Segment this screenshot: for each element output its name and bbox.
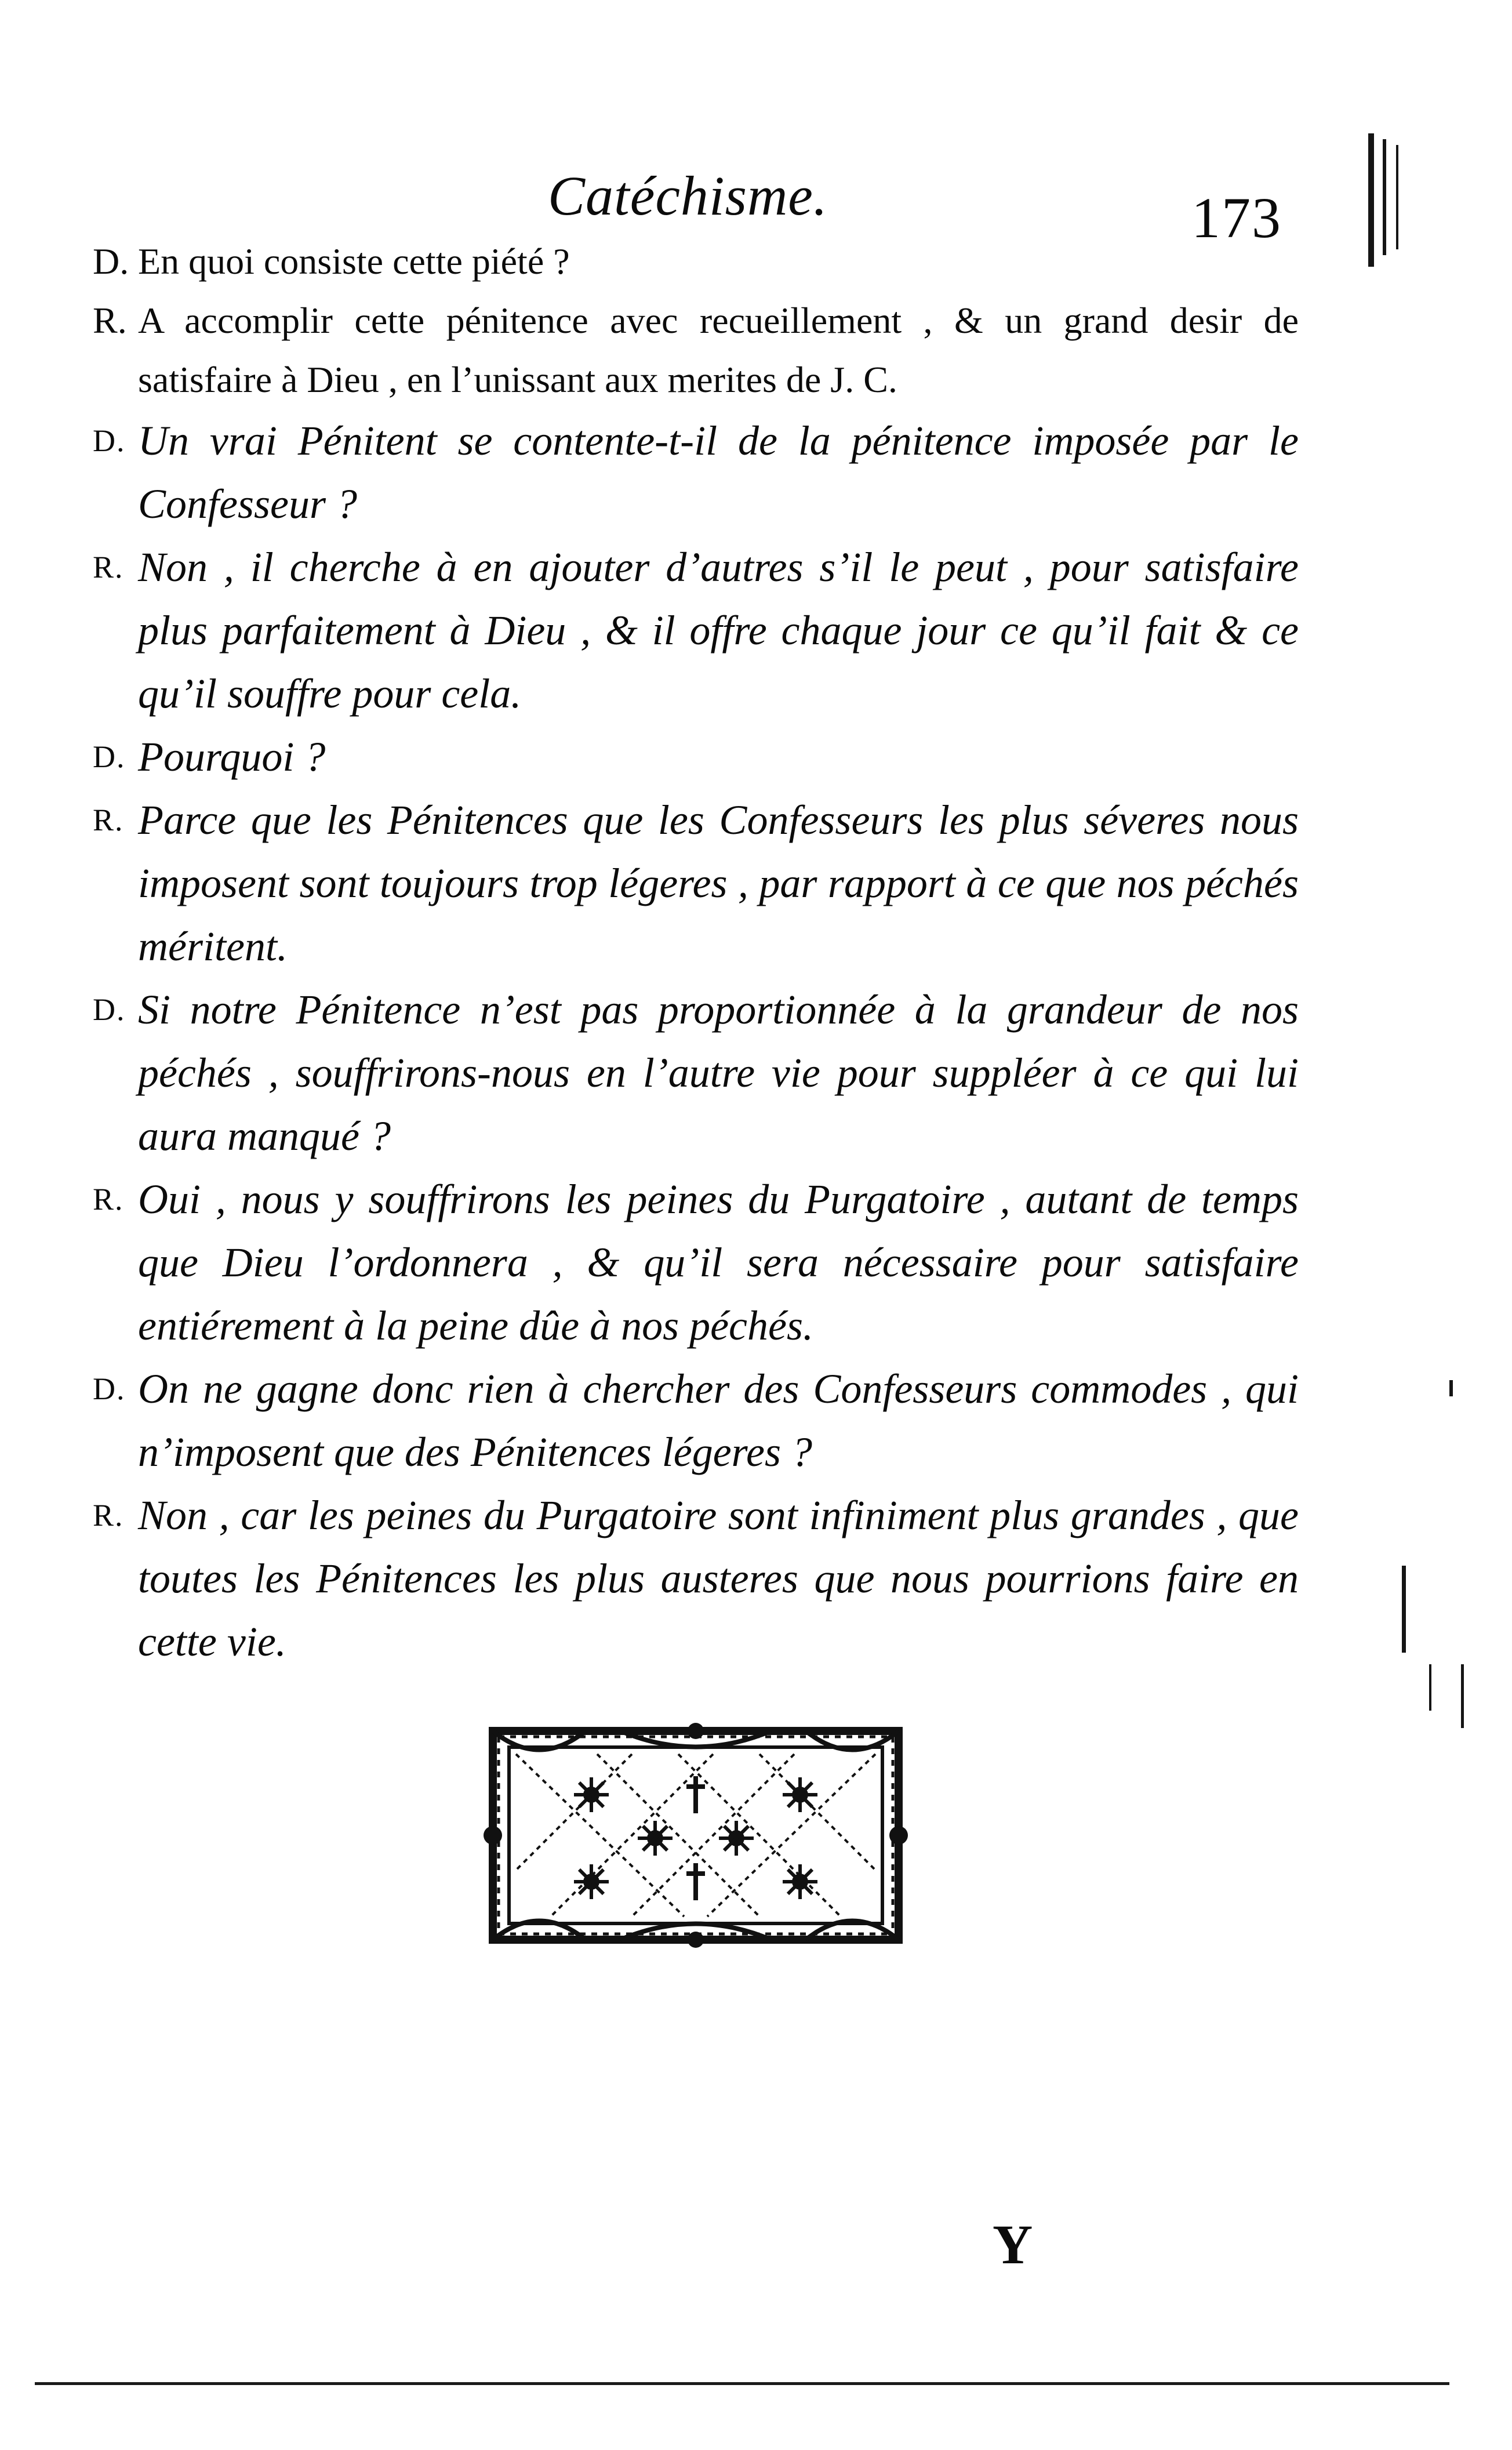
answer-item <box>93 536 1299 725</box>
answer-item <box>93 789 1299 978</box>
qa-label: R. <box>93 1498 124 1533</box>
qa-text: En quoi consiste cette piété ? <box>138 241 570 282</box>
qa-label: R. <box>93 300 127 341</box>
qa-label: D. <box>93 739 126 774</box>
question-item <box>93 978 1299 1168</box>
tailpiece-ornament <box>475 1714 916 1957</box>
page-number: 173 <box>1191 186 1282 250</box>
qa-text: Parce que les Pénitences que les Confesseurs les plus séveres nous imposent sont toujours trop légeres , par rapport à ce que nos péchés méritent. <box>138 797 1299 970</box>
qa-label: D. <box>93 241 129 282</box>
scan-edge-mark <box>1429 1664 1431 1711</box>
scan-edge-mark <box>1449 1380 1453 1396</box>
qa-text: Si notre Pénitence n’est pas proportionnée à la grandeur de nos péchés , souffrirons-nous en l’autre vie pour suppléer à ce qui lui aura manqué ? <box>138 986 1299 1159</box>
qa-label: R. <box>93 803 124 837</box>
question-item <box>93 409 1299 536</box>
qa-text: Non , car les peines du Purgatoire sont infiniment plus grandes , que toutes les Pénitences les plus austeres que nous pourrions faire en cette vie. <box>138 1492 1299 1665</box>
scan-edge-mark <box>1402 1566 1406 1653</box>
signature-mark: Y <box>993 2213 1033 2275</box>
qa-label: D. <box>93 1371 126 1406</box>
answer-item <box>93 291 1299 409</box>
question-item <box>93 725 1299 789</box>
question-item <box>93 232 1299 291</box>
qa-text: On ne gagne donc rien à chercher des Confesseurs commodes , qui n’imposent que des Pénitences légeres ? <box>138 1366 1299 1475</box>
qa-label: R. <box>93 1182 124 1217</box>
bottom-edge-rule <box>35 2382 1449 2385</box>
scan-edge-mark <box>1396 145 1398 249</box>
qa-text: Non , il cherche à en ajouter d’autres s’il le peut , pour satisfaire plus parfaitement à Dieu , & il offre chaque jour ce qu’il fait & ce qu’il souffre pour cela. <box>138 544 1299 717</box>
scan-edge-mark <box>1368 133 1374 267</box>
qa-label: D. <box>93 423 126 458</box>
scan-edge-mark <box>1461 1664 1464 1728</box>
scan-edge-mark <box>1383 139 1386 255</box>
qa-text: A accomplir cette pénitence avec recueillement , & un grand desir de satisfaire à Dieu , en l’unissant aux merites de J. C. <box>138 300 1299 400</box>
answer-item <box>93 1484 1299 1674</box>
running-title: Catéchisme. <box>548 165 828 227</box>
qa-label: D. <box>93 992 126 1027</box>
qa-label: R. <box>93 550 124 585</box>
qa-text: Un vrai Pénitent se contente-t-il de la pénitence imposée par le Confesseur ? <box>138 418 1299 527</box>
qa-text: Pourquoi ? <box>138 734 326 780</box>
qa-text: Oui , nous y souffrirons les peines du Purgatoire , autant de temps que Dieu l’ordonnera , & qu’il sera nécessaire pour satisfaire entiérement à la peine dûe à nos péchés. <box>138 1176 1299 1349</box>
question-item <box>93 1358 1299 1484</box>
catechism-text <box>93 232 1299 1674</box>
answer-item <box>93 1168 1299 1358</box>
